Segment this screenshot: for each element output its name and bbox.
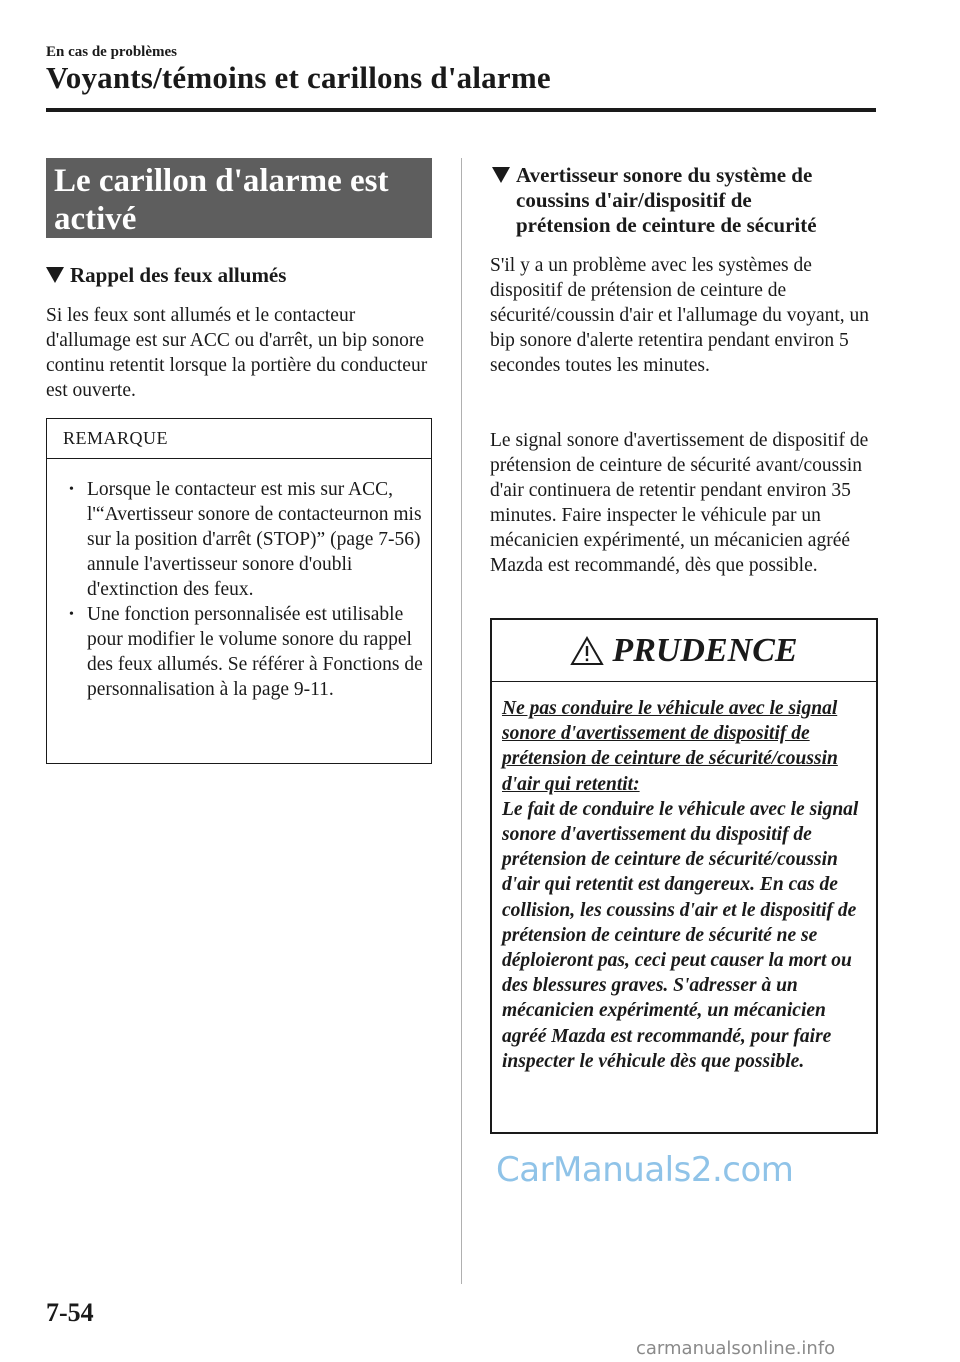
caution-header bbox=[492, 620, 876, 682]
page-number: 7-54 bbox=[46, 1298, 94, 1327]
warning-triangle-icon bbox=[570, 636, 604, 666]
caution-text: Le fait de conduire le véhicule avec le signal sonore d'avertissement du dispositif de prétension de ceinture de sécurité/coussin d'air qui retentit est dangereux. En cas de collision, les coussins d'air et le dispositif de prétension de ceinture de sécurité ne se déploieront pas, ceci peut causer la mort ou des blessures graves. S'adresser à un mécanicien expérimenté, un mécanicien agréé Mazda est recommandé, pour faire inspecter le véhicule dès que possible. bbox=[502, 798, 859, 1072]
subheading-lights-reminder bbox=[46, 263, 436, 288]
caution-body bbox=[492, 682, 876, 1074]
subheading-airbag-chime bbox=[492, 163, 882, 238]
page-title: Voyants/témoins et carillons d'alarme bbox=[46, 60, 551, 95]
column-divider bbox=[461, 158, 462, 1284]
caution-title: PRUDENCE bbox=[612, 631, 798, 669]
watermark-footer: carmanualsonline.info bbox=[636, 1338, 836, 1359]
note-item: • Une fonction personnalisée est utilisable pour modifier le volume sonore du rappel des feux allumés. Se référer à Fonctions de personnalisation à la page 9-11. bbox=[87, 602, 423, 702]
airbag-paragraph-1: S'il y a un problème avec les systèmes de dispositif de prétension de ceinture de sécurité/coussin d'air et l'allumage du voyant, un bip sonore d'alerte retentira pendant environ 5 secondes toutes les minutes. bbox=[490, 255, 870, 376]
airbag-paragraph-2: Le signal sonore d'avertissement de dispositif de prétension de ceinture de sécurité avant/coussin d'air continuera de retentir pendant environ 35 minutes. Faire inspecter le véhicule par un mécanicien expérimenté, un mécanicien agréé Mazda est recommandé, dès que possible. bbox=[490, 430, 869, 576]
caution-lead: Ne pas conduire le véhicule avec le signal sonore d'avertissement de dispositif de prétension de ceinture de sécurité/coussin d'air qui retentit: bbox=[502, 698, 838, 795]
note-list bbox=[47, 477, 431, 702]
subheading-text: Rappel des feux allumés bbox=[70, 263, 287, 287]
header-rule bbox=[46, 108, 876, 112]
watermark-logo: CarManuals2.com bbox=[496, 1150, 794, 1190]
note-title: REMARQUE bbox=[47, 419, 431, 459]
triangle-bullet-icon bbox=[46, 267, 64, 283]
section-banner: Le carillon d'alarme est activé bbox=[46, 158, 432, 238]
note-item: • Lorsque le contacteur est mis sur ACC, l'“Avertisseur sonore de contacteurnon mis sur la position d'arrêt (STOP)” (page 7-56) annule l'avertisseur sonore d'oubli d'extinction des feux. bbox=[87, 477, 423, 602]
triangle-bullet-icon bbox=[492, 167, 510, 183]
note-box bbox=[46, 418, 432, 764]
caution-box bbox=[490, 618, 878, 1134]
lights-reminder-paragraph: Si les feux sont allumés et le contacteur d'allumage est sur ACC ou d'arrêt, un bip sonore continu retentit lorsque la portière du conducteur est ouverte. bbox=[46, 305, 428, 401]
subheading-text-line1: Avertisseur sonore du système de bbox=[516, 163, 813, 187]
chapter-kicker: En cas de problèmes bbox=[46, 44, 177, 60]
subheading-text-line2: coussins d'air/dispositif de bbox=[516, 188, 752, 212]
subheading-text-line3: prétension de ceinture de sécurité bbox=[516, 213, 817, 237]
